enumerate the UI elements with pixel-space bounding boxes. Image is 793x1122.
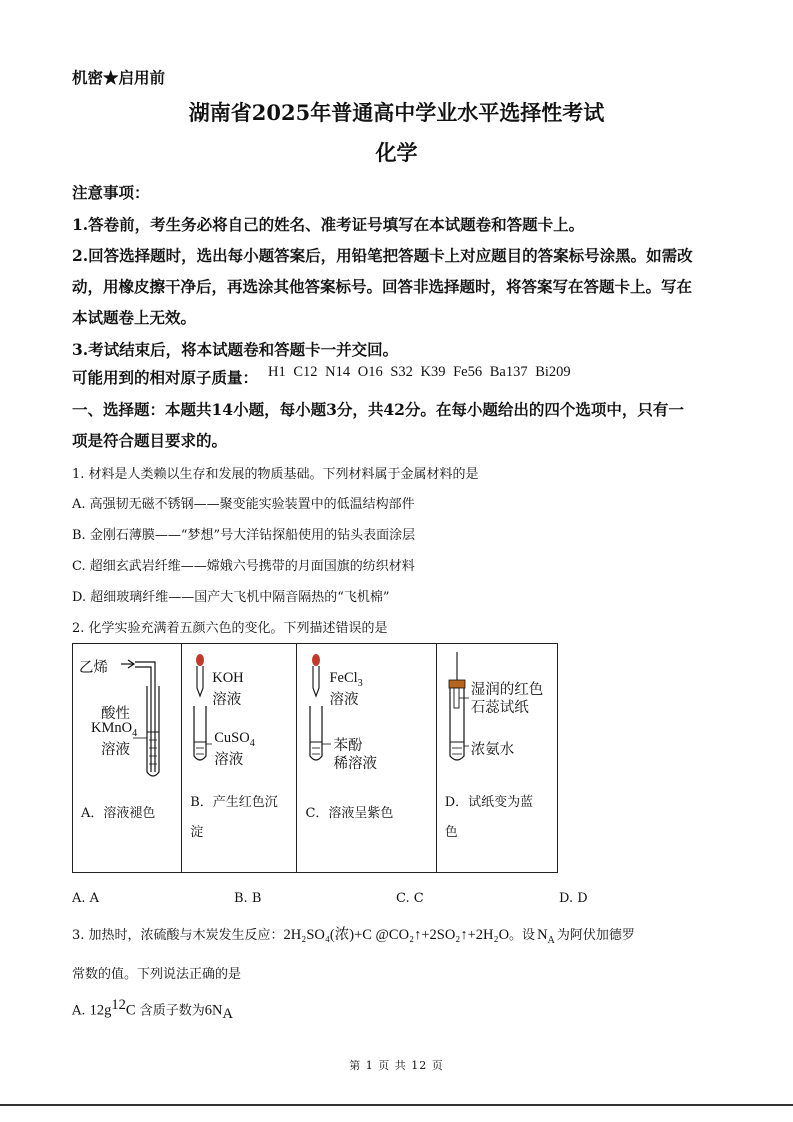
- q1-option-a: A. 高强韧无磁不锈钢——聚变能实验装置中的低温结构部件: [72, 497, 415, 512]
- note-3: 3.考试结束后，将本试题卷和答题卡一并交回。: [72, 340, 399, 359]
- exam-title: 湖南省2025年普通高中学业水平选择性考试: [188, 100, 605, 125]
- q3-option-a: A. $12g^{12}C$ 含质子数为$6N_A$: [72, 997, 233, 1022]
- section-heading-line-1: 一、选择题：本题共14小题，每小题3分，共42分。在每小题给出的四个选项中，只有一: [72, 400, 684, 419]
- q2-choice-c: C. C: [396, 891, 424, 906]
- q1-option-d: D. 超细玻璃纤维——国产大飞机中隔音隔热的“飞机棉”: [72, 590, 390, 605]
- q1-option-c: C. 超细玄武岩纤维——嫦娥六号携带的月面国旗的纺织材料: [72, 559, 415, 574]
- kmno4-label-2: KMnO$_4$: [91, 720, 138, 739]
- q3-stem-line-1: 3. 加热时，浓硫酸与木炭发生反应：2H₂SO₄(浓)+C @CO₂↑+2SO₂↑+2H₂O。设 $N_A$ 为阿伏加德罗: [72, 927, 635, 946]
- q3-stem-line-2: 常数的值。下列说法正确的是: [72, 967, 242, 982]
- ammonia-label: 浓氨水: [470, 742, 515, 758]
- section-heading-line-2: 项是符合题目要求的。: [72, 431, 228, 450]
- kmno4-label-1: 酸性: [101, 706, 130, 722]
- atomic-mass-values: H1 C12 N14 O16 S32 K39 Fe56 Ba137 Bi209: [268, 364, 571, 380]
- cuso4-label-1: CuSO$_4$: [214, 730, 255, 749]
- subject-title: 化学: [375, 140, 418, 165]
- q2-stem: 2. 化学实验充满着五颜六色的变化。下列描述错误的是: [72, 621, 388, 636]
- cell-c-diagram: [297, 644, 436, 873]
- cell-b-caption: B．产生红色沉 淀: [190, 795, 278, 840]
- avogadro-symbol: $N_A$: [537, 927, 555, 946]
- koh-label-2: 溶液: [212, 692, 242, 708]
- atomic-mass-label: 可能用到的相对原子质量：: [72, 368, 259, 387]
- phenol-label-2: 稀溶液: [333, 756, 377, 772]
- q2-experiment-table: [72, 643, 558, 873]
- cell-c-caption: C．溶液呈紫色: [305, 806, 394, 821]
- kmno4-label-3: 溶液: [101, 742, 130, 758]
- page-footer: 第 1 页 共 12 页: [349, 1059, 444, 1072]
- cell-b-diagram: [182, 644, 297, 873]
- cell-d-diagram: [436, 644, 557, 873]
- litmus-label-1: 湿润的红色: [470, 682, 544, 698]
- q1-option-b: B. 金刚石薄膜——“梦想”号大洋钻探船使用的钻头表面涂层: [72, 528, 416, 543]
- gas-label: 乙烯: [79, 660, 108, 676]
- cell-a-diagram: [73, 644, 182, 873]
- cell-d-caption: D．试纸变为蓝 色: [444, 795, 534, 840]
- notes-heading: 注意事项：: [72, 183, 150, 202]
- note-2-line-3: 本试题卷上无效。: [72, 308, 197, 327]
- q2-choice-d: D. D: [559, 891, 588, 906]
- q2-choice-a: A. A: [72, 891, 100, 906]
- note-2-line-1: 2.回答选择题时，选出每小题答案后，用铅笔把答题卡上对应题目的答案标号涂黑。如需改: [72, 246, 693, 265]
- note-2-line-2: 动，用橡皮擦干净后，再选涂其他答案标号。回答非选择题时，将答案写在答题卡上。写在: [72, 277, 693, 296]
- cuso4-label-2: 溶液: [214, 752, 244, 768]
- phenol-label-1: 苯酚: [333, 738, 363, 754]
- koh-label-1: KOH: [212, 670, 244, 686]
- fecl3-label-2: 溶液: [329, 692, 359, 708]
- fecl3-label-1: FeCl$_3$: [329, 670, 363, 689]
- q1-stem: 1. 材料是人类赖以生存和发展的物质基础。下列材料属于金属材料的是: [72, 467, 479, 482]
- litmus-label-2: 石蕊试纸: [470, 700, 529, 716]
- q2-choice-b: B. B: [234, 891, 262, 906]
- bottom-divider: [0, 1104, 793, 1106]
- note-1: 1.答卷前，考生务必将自己的姓名、准考证号填写在本试题卷和答题卡上。: [72, 215, 585, 234]
- q3-equation: 2H₂SO₄(浓)+C @CO₂↑+2SO₂↑+2H₂O: [283, 927, 510, 943]
- cell-a-caption: A．溶液褪色: [81, 806, 156, 821]
- secret-label: 机密★启用前: [72, 68, 166, 87]
